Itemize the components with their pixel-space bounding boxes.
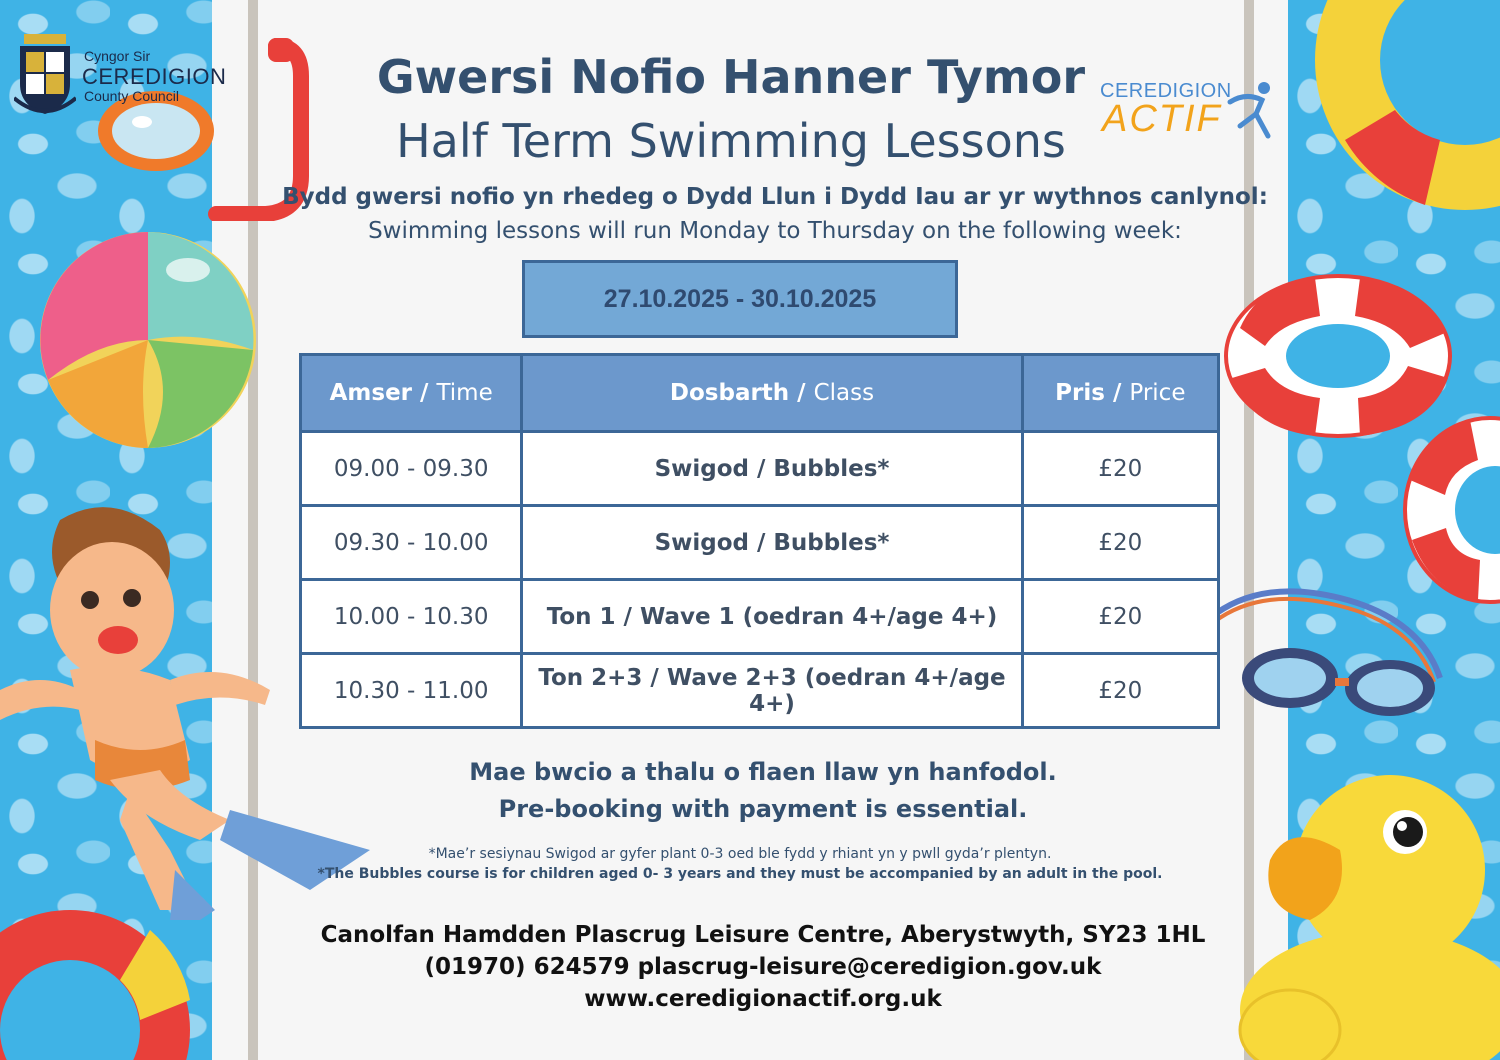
header-time-en: Time (436, 380, 493, 406)
cell-class: Swigod / Bubbles* (522, 432, 1022, 506)
header-class-cy: Dosbarth (669, 380, 790, 406)
cell-price: £20 (1022, 580, 1218, 654)
swim-ring-icon (0, 890, 200, 1060)
header-class-en: Class (813, 380, 875, 406)
actif-runner-icon (1226, 80, 1276, 140)
contact-address: Canolfan Hamdden Plascrug Leisure Centre, Aberystwyth, SY23 1HL (320, 922, 1206, 948)
council-crest-icon (14, 32, 76, 118)
cell-class: Ton 2+3 / Wave 2+3 (oedran 4+/age 4+) (522, 654, 1022, 728)
table-row (301, 654, 1219, 728)
footnote-welsh: *Mae’r sesiynau Swigod ar gyfer plant 0-3 oed ble fydd y rhiant yn y pwll gyda’r plentyn. (428, 846, 1052, 862)
council-logo-line2: CEREDIGION (82, 64, 227, 89)
header-class: Dosbarth / Class (522, 355, 1022, 432)
date-range-box: 27.10.2025 - 30.10.2025 (522, 260, 958, 338)
title-english: Half Term Swimming Lessons (396, 114, 1066, 168)
cell-price: £20 (1022, 654, 1218, 728)
cell-price: £20 (1022, 506, 1218, 580)
booking-note-welsh: Mae bwcio a thalu o flaen llaw yn hanfodol. (469, 758, 1057, 786)
council-logo-line3: County Council (84, 88, 179, 104)
goggles-icon (1200, 578, 1450, 718)
header-price-cy: Pris (1055, 380, 1105, 406)
table-row (301, 432, 1219, 506)
header-time: Amser / Time (301, 355, 522, 432)
actif-logo-line2: ACTIF (1102, 98, 1222, 140)
intro-welsh: Bydd gwersi nofio yn rhedeg o Dydd Llun i Dydd Iau ar yr wythnos canlynol: (282, 184, 1268, 210)
table-row (301, 580, 1219, 654)
cell-class: Swigod / Bubbles* (522, 506, 1022, 580)
cell-time: 09.30 - 10.00 (301, 506, 522, 580)
council-logo-line1: Cyngor Sir (84, 48, 151, 64)
schedule-table (299, 353, 1220, 729)
actif-logo-line1: CEREDIGION (1100, 80, 1232, 102)
council-logo (14, 32, 234, 122)
beach-ball-icon (38, 230, 258, 450)
contact-phone-email: (01970) 624579 plascrug-leisure@ceredigion.gov.uk (424, 954, 1102, 980)
footnote-english: *The Bubbles course is for children aged 0- 3 years and they must be accompanied by an adult in the pool. (317, 866, 1163, 882)
rubber-duck-icon (1230, 760, 1500, 1060)
title-welsh: Gwersi Nofio Hanner Tymor (376, 50, 1086, 104)
cell-time: 10.00 - 10.30 (301, 580, 522, 654)
table-header-row (301, 355, 1219, 432)
header-price-en: Price (1129, 380, 1186, 406)
cell-time: 09.00 - 09.30 (301, 432, 522, 506)
header-time-cy: Amser (329, 380, 413, 406)
table-row (301, 506, 1219, 580)
swim-ring-top-right-icon (1285, 0, 1500, 220)
cell-class: Ton 1 / Wave 1 (oedran 4+/age 4+) (522, 580, 1022, 654)
cell-time: 10.30 - 11.00 (301, 654, 522, 728)
cell-price: £20 (1022, 432, 1218, 506)
booking-note-english: Pre-booking with payment is essential. (498, 795, 1028, 823)
contact-website: www.ceredigionactif.org.uk (584, 986, 942, 1012)
intro-english: Swimming lessons will run Monday to Thursday on the following week: (368, 218, 1182, 244)
header-price: Pris / Price (1022, 355, 1218, 432)
